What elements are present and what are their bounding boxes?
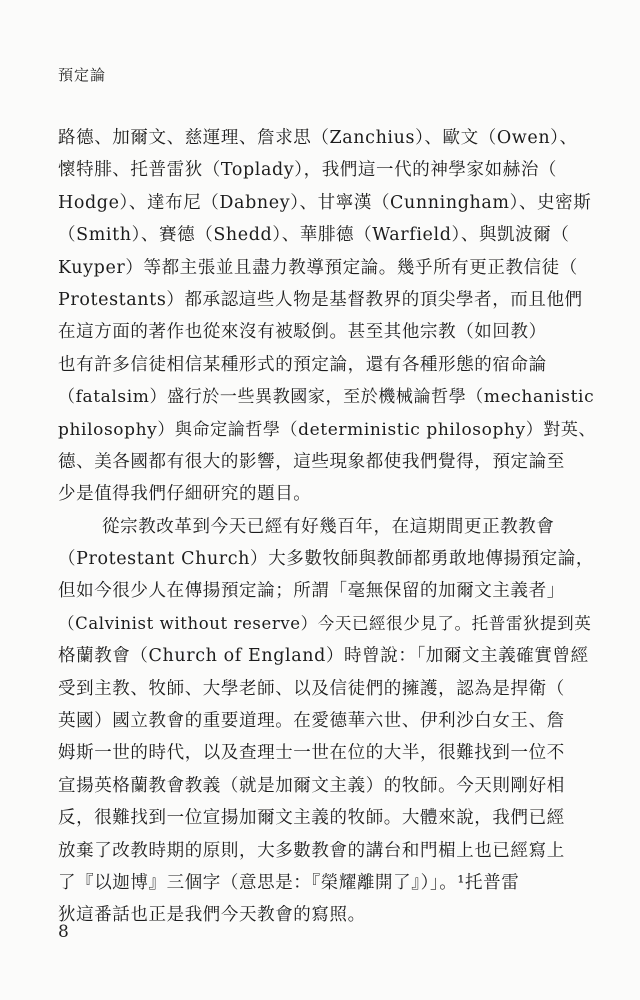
text-line: Kuyper）等都主張並且盡力教導預定論。幾乎所有更正教信徒（ bbox=[58, 257, 578, 278]
text-line: 英國）國立教會的重要道理。在愛德華六世、伊利沙白女王、詹 bbox=[58, 711, 565, 732]
text-line: 但如今很少人在傳揚預定論；所謂「毫無保留的加爾文主義者」 bbox=[58, 581, 565, 602]
text-line: （fatalsim）盛行於一些異教國家，至於機械論哲學（mechanistic bbox=[58, 387, 595, 408]
text-line: 受到主教、牧師、大學老師、以及信徒們的擁護，認為是捍衛（ bbox=[58, 678, 565, 699]
text-line: 在這方面的著作也從來沒有被駁倒。甚至其他宗教（如回教） bbox=[58, 322, 547, 343]
text-line: 懷特腓、托普雷狄（Toplady），我們這一代的神學家如赫治（ bbox=[58, 160, 558, 181]
text-line: 宣揚英格蘭教會教義（就是加爾文主義）的牧師。今天則剛好相 bbox=[58, 775, 565, 796]
text-line: 了『以迦博』三個字（意思是：『榮耀離開了』）」。¹托普雷 bbox=[58, 872, 520, 893]
text-line: 德、美各國都有很大的影響，這些現象都使我們覺得，預定論至 bbox=[58, 451, 565, 472]
text-line: （Calvinist without reserve）今天已經很少見了。托普雷狄提到英 bbox=[58, 613, 592, 633]
page-number: 8 bbox=[58, 922, 69, 942]
text-line: （Protestant Church）大多數牧師與教師都勇敢地傳揚預定論， bbox=[58, 549, 594, 570]
text-line: 少是值得我們仔細研究的題目。 bbox=[58, 484, 312, 505]
text-line: Hodge）、達布尼（Dabney）、甘寧漢（Cunningham）、史密斯 bbox=[58, 192, 592, 213]
body-text bbox=[58, 122, 598, 932]
text-line: 反，很難找到一位宣揚加爾文主義的牧師。大體來說，我們已經 bbox=[58, 808, 565, 829]
text-line: 路德、加爾文、慈運理、詹求思（Zanchius）、歐文（Owen）、 bbox=[58, 128, 578, 148]
text-line: （Smith）、賽德（Shedd）、華腓德（Warfield）、與凱波爾（ bbox=[58, 225, 570, 246]
text-line: 放棄了改教時期的原則，大多數教會的講台和門楣上也已經寫上 bbox=[58, 840, 565, 861]
text-line: 姆斯一世的時代，以及查理士一世在位的大半，很難找到一位不 bbox=[58, 743, 565, 764]
paragraph-start-line: 從宗教改革到今天已經有好幾百年，在這期間更正教教會 bbox=[102, 516, 555, 537]
text-line: Protestants）都承認這些人物是基督教界的頂尖學者，而且他們 bbox=[58, 289, 583, 310]
running-head: 預定論 bbox=[58, 66, 107, 84]
text-line: philosophy）與命定論哲學（deterministic philosophy）對英、 bbox=[58, 419, 597, 440]
text-line: 也有許多信徒相信某種形式的預定論，還有各種形態的宿命論 bbox=[58, 354, 547, 375]
text-line: 狄這番話也正是我們今天教會的寫照。 bbox=[58, 905, 366, 926]
text-line: 格蘭教會（Church of England）時曾說：「加爾文主義確實曾經 bbox=[58, 646, 589, 667]
